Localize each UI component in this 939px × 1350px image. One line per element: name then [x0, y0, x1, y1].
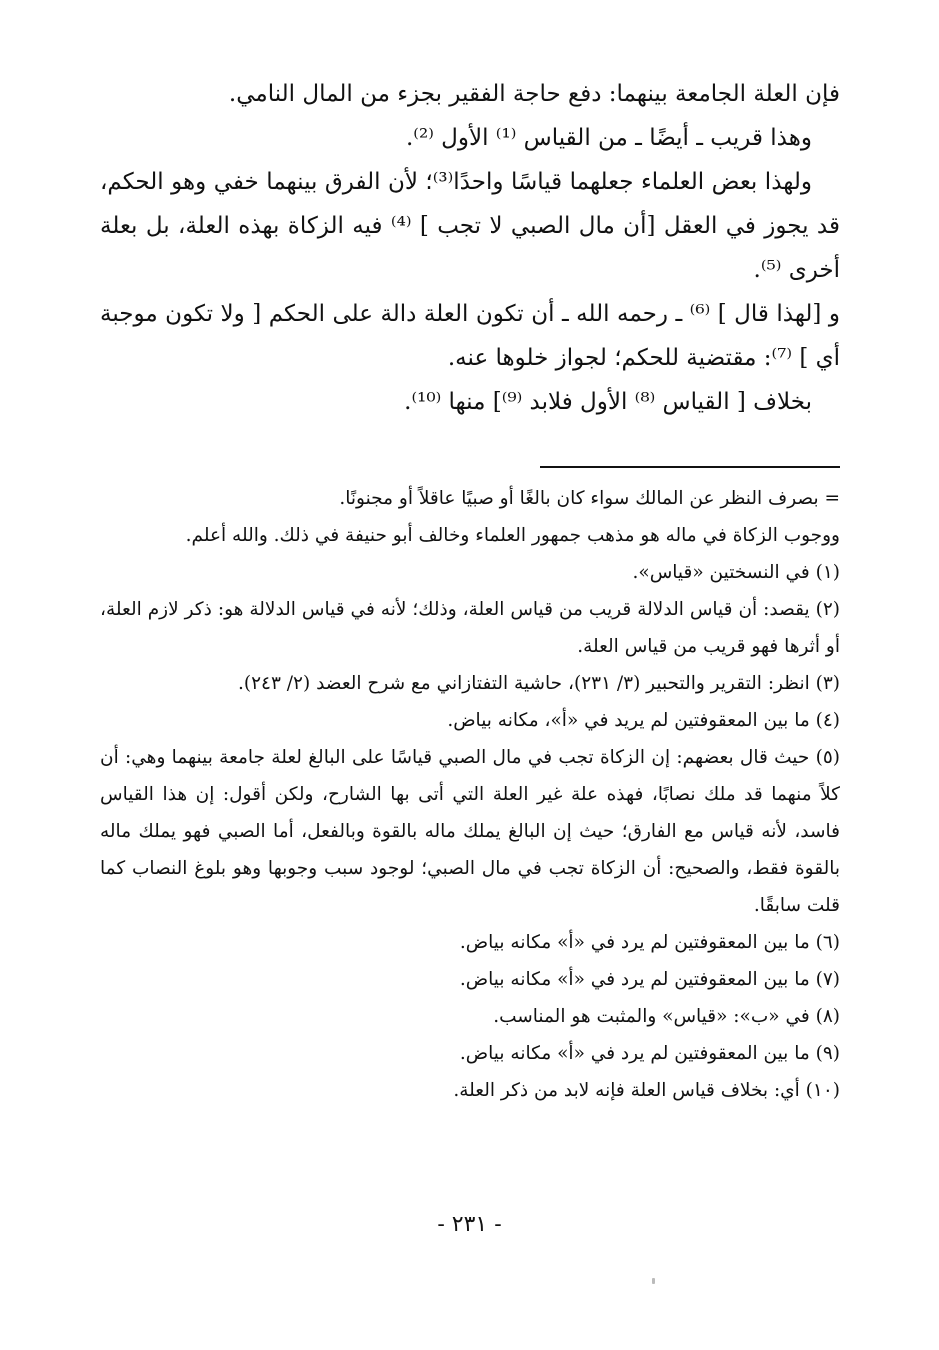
footnote-6: (٦) ما بين المعقوفتين لم يرد في «أ» مكانه بياض. — [459, 932, 840, 953]
main-paragraph-2: وهذا قريب ـ أيضًا ـ من القياس ⁽¹⁾ الأول ⁽²⁾. — [406, 125, 812, 151]
footnote-separator — [540, 466, 840, 468]
main-text-body — [100, 72, 840, 424]
footnote-4: (٤) ما بين المعقوفتين لم يريد في «أ»، مكانه بياض. — [447, 710, 840, 731]
main-paragraph-5: بخلاف [ القياس ⁽⁸⁾ الأول فلابد ⁽⁹⁾] منها ⁽¹⁰⁾. — [404, 389, 812, 415]
footnote-5: (٥) حيث قال بعضهم: إن الزكاة تجب في مال الصبي قياسًا على البالغ لعلة جامعة بينهما وهي: أن كلاً منهما قد ملك نصابًا، فهذه علة غير العلة التي أتى بها الشارح، ولكن أقول: إن هذا القياس فاسد، لأنه قياس مع الفارق؛ حيث إن البالغ يملك ماله بالقوة وبالفعل، أما الصبي فهو يملك ماله بالقوة فقط، والصحيح: أن الزكاة تجب في مال الصبي؛ لوجود سبب وجوبها وهو بلوغ النصاب كما قلت سابقًا. — [100, 747, 840, 916]
scan-speck — [652, 1278, 655, 1284]
footnote-9: (٩) ما بين المعقوفتين لم يرد في «أ» مكانه بياض. — [459, 1043, 840, 1064]
main-paragraph-4: و [لهذا قال ] ⁽⁶⁾ ـ رحمه الله ـ أن تكون العلة دالة على الحكم [ ولا تكون موجبة أي ] ⁽⁷⁾: مقتضية للحكم؛ لجواز خلوها عنه. — [100, 301, 840, 371]
footnote-1: (١) في النسختين «قياس». — [632, 562, 840, 583]
footnote-8: (٨) في «ب»: «قياس» والمثبت هو المناسب. — [493, 1006, 840, 1027]
main-paragraph-1: فإن العلة الجامعة بينهما: دفع حاجة الفقير بجزء من المال النامي. — [228, 81, 840, 107]
footnote-2: (٢) يقصد: أن قياس الدلالة قريب من قياس العلة، وذلك؛ لأنه في قياس الدلالة هو: ذكر لازم العلة، أو أثرها فهو قريب من قياس العلة. — [100, 599, 840, 657]
footnote-7: (٧) ما بين المعقوفتين لم يرد في «أ» مكانه بياض. — [459, 969, 840, 990]
footnote-continuation-1: = بصرف النظر عن المالك سواء كان بالغًا أو صبيًا عاقلاً أو مجنونًا. — [339, 488, 840, 509]
main-paragraph-3: ولهذا بعض العلماء جعلهما قياسًا واحدًا⁽³⁾؛ لأن الفرق بينهما خفي وهو الحكم، قد يجوز في العقل [أن مال الصبي لا تجب ] ⁽⁴⁾ فيه الزكاة بهذه العلة، بل بعلة أخرى ⁽⁵⁾. — [100, 169, 840, 283]
footnotes-section — [100, 480, 840, 1109]
footnote-3: (٣) انظر: التقرير والتحبير (٣/ ٢٣١)، حاشية التفتازاني مع شرح العضد (٢/ ٢٤٣). — [238, 673, 840, 694]
footnote-continuation-2: ووجوب الزكاة في ماله هو مذهب جمهور العلماء وخالف أبو حنيفة في ذلك. والله أعلم. — [185, 525, 840, 546]
page-number: - ٢٣١ - — [437, 1212, 502, 1237]
footnote-10: (١٠) أي: بخلاف قياس العلة فإنه لابد من ذكر العلة. — [453, 1080, 840, 1101]
